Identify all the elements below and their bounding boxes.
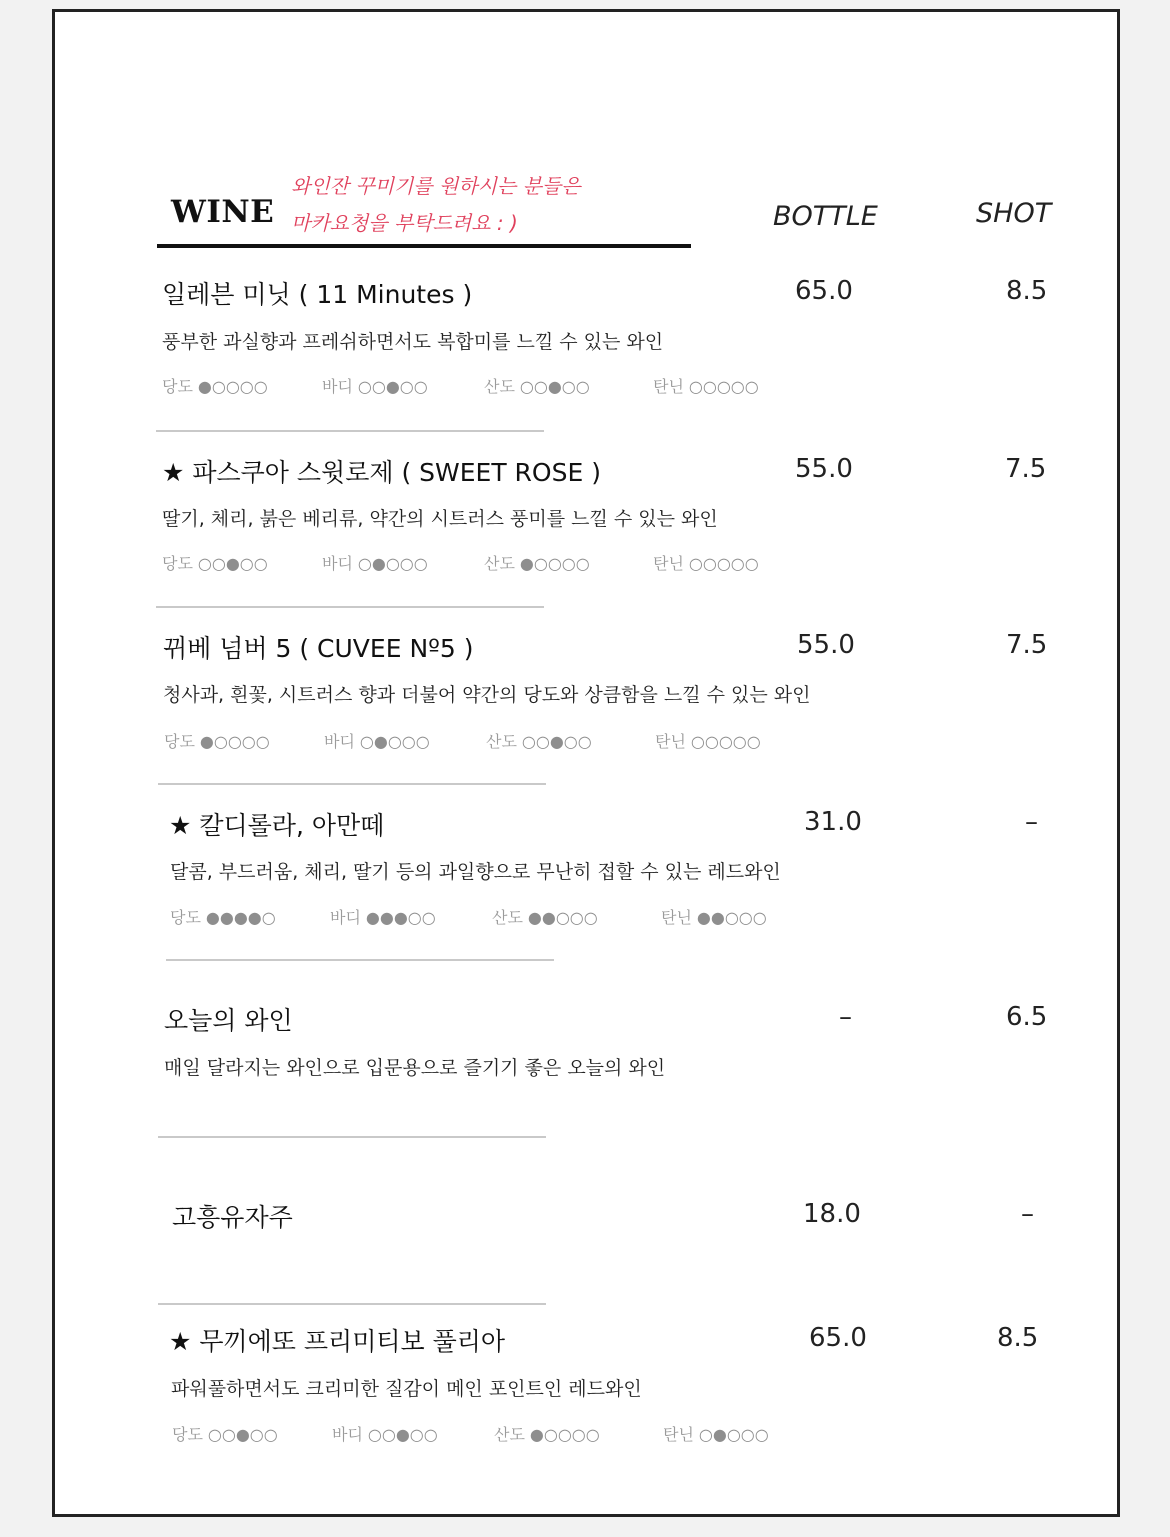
rating-sweetness: [170, 905, 276, 928]
rating-label: 산도: [492, 908, 523, 927]
rating-label: 바디: [324, 732, 355, 751]
rating-dots: ○○○○○: [688, 554, 759, 573]
rating-dots: ○○●○○: [207, 1425, 278, 1444]
rating-label: 탄닌: [655, 732, 686, 751]
item-divider: [158, 783, 546, 785]
rating-label: 바디: [322, 377, 353, 396]
item-description: 파워풀하면서도 크리미한 질감이 메인 포인트인 레드와인: [171, 1378, 642, 1400]
bottle-price: –: [839, 1002, 852, 1032]
rating-dots: ○○●○○: [357, 377, 428, 396]
rating-body: [322, 374, 428, 397]
item-name: 오늘의 와인: [164, 1006, 293, 1035]
shot-price: 6.5: [1006, 1002, 1048, 1032]
item-description: 풍부한 과실향과 프레쉬하면서도 복합미를 느낄 수 있는 와인: [162, 331, 664, 353]
header-underline: [157, 244, 691, 248]
shot-column-header: SHOT: [976, 198, 1052, 229]
item-description: 매일 달라지는 와인으로 입문용으로 즐기기 좋은 오늘의 와인: [164, 1057, 666, 1079]
item-name: ★ 칼디롤라, 아만떼: [169, 811, 385, 840]
rating-label: 산도: [484, 554, 515, 573]
item-name: ★ 파스쿠아 스윗로제 ( SWEET ROSE ): [162, 458, 601, 487]
rating-dots: ●○○○○: [529, 1425, 600, 1444]
rating-sweetness: [164, 729, 270, 752]
rating-label: 탄닌: [653, 554, 684, 573]
rating-label: 당도: [162, 377, 193, 396]
rating-tannin: [655, 729, 761, 752]
rating-label: 탄닌: [661, 908, 692, 927]
shot-price: 7.5: [1005, 454, 1047, 484]
bottle-price: 55.0: [795, 454, 853, 484]
rating-sweetness: [172, 1422, 278, 1445]
rating-label: 산도: [486, 732, 517, 751]
rating-label: 바디: [322, 554, 353, 573]
rating-label: 바디: [330, 908, 361, 927]
bottle-price: 55.0: [797, 630, 855, 660]
rating-dots: ●○○○○: [519, 554, 590, 573]
rating-body: [322, 551, 428, 574]
rating-label: 당도: [172, 1425, 203, 1444]
rating-acidity: [492, 905, 598, 928]
item-name: 고흥유자주: [172, 1203, 293, 1232]
bottle-price: 18.0: [803, 1199, 861, 1229]
rating-tannin: [661, 905, 767, 928]
item-divider: [158, 1303, 546, 1305]
bottle-price: 31.0: [804, 807, 862, 837]
rating-dots: ○○●○○: [367, 1425, 438, 1444]
rating-dots: ●○○○○: [197, 377, 268, 396]
bottle-price: 65.0: [795, 276, 853, 306]
rating-sweetness: [162, 551, 268, 574]
item-name: 일레븐 미닛 ( 11 Minutes ): [162, 280, 473, 309]
rating-tannin: [653, 551, 759, 574]
rating-label: 탄닌: [663, 1425, 694, 1444]
shot-price: 8.5: [1006, 276, 1048, 306]
rating-dots: ●●○○○: [696, 908, 767, 927]
rating-dots: ●○○○○: [199, 732, 270, 751]
item-description: 딸기, 체리, 붉은 베리류, 약간의 시트러스 풍미를 느낄 수 있는 와인: [162, 508, 718, 530]
rating-body: [330, 905, 436, 928]
rating-dots: ○○○○○: [690, 732, 761, 751]
rating-acidity: [494, 1422, 600, 1445]
item-divider: [156, 606, 544, 608]
menu-sheet: [52, 9, 1120, 1517]
rating-sweetness: [162, 374, 268, 397]
rating-label: 바디: [332, 1425, 363, 1444]
rating-dots: ○○●○○: [521, 732, 592, 751]
rating-label: 산도: [494, 1425, 525, 1444]
rating-tannin: [663, 1422, 769, 1445]
rating-body: [324, 729, 430, 752]
rating-dots: ●●●○○: [365, 908, 436, 927]
rating-label: 산도: [484, 377, 515, 396]
item-divider: [156, 430, 544, 432]
rating-acidity: [484, 374, 590, 397]
rating-dots: ○○○○○: [688, 377, 759, 396]
rating-acidity: [486, 729, 592, 752]
rating-label: 탄닌: [653, 377, 684, 396]
shot-price: 8.5: [997, 1323, 1039, 1353]
rating-dots: ○●○○○: [357, 554, 428, 573]
notice-line-1: 와인잔 꾸미기를 원하시는 분들은: [291, 174, 581, 198]
rating-label: 당도: [170, 908, 201, 927]
notice-line-2: 마카요청을 부탁드려요 : ): [291, 211, 518, 235]
rating-dots: ○●○○○: [359, 732, 430, 751]
shot-price: –: [1021, 1199, 1034, 1229]
bottle-column-header: BOTTLE: [773, 201, 878, 232]
item-description: 청사과, 흰꽃, 시트러스 향과 더불어 약간의 당도와 상큼함을 느낄 수 있는 와인: [163, 684, 811, 706]
item-name: 뀌베 넘버 5 ( CUVEE Nº5 ): [163, 634, 474, 663]
bottle-price: 65.0: [809, 1323, 867, 1353]
rating-label: 당도: [162, 554, 193, 573]
rating-body: [332, 1422, 438, 1445]
rating-dots: ●●○○○: [527, 908, 598, 927]
shot-price: 7.5: [1006, 630, 1048, 660]
rating-dots: ○○●○○: [197, 554, 268, 573]
rating-tannin: [653, 374, 759, 397]
item-description: 달콤, 부드러움, 체리, 딸기 등의 과일향으로 무난히 접할 수 있는 레드와인: [170, 861, 781, 883]
rating-dots: ●●●●○: [205, 908, 276, 927]
rating-acidity: [484, 551, 590, 574]
rating-label: 당도: [164, 732, 195, 751]
item-divider: [158, 1136, 546, 1138]
shot-price: –: [1025, 807, 1038, 837]
section-title: WINE: [171, 194, 275, 230]
item-divider: [166, 959, 554, 961]
rating-dots: ○●○○○: [698, 1425, 769, 1444]
rating-dots: ○○●○○: [519, 377, 590, 396]
item-name: ★ 무끼에또 프리미티보 풀리아: [169, 1327, 506, 1356]
